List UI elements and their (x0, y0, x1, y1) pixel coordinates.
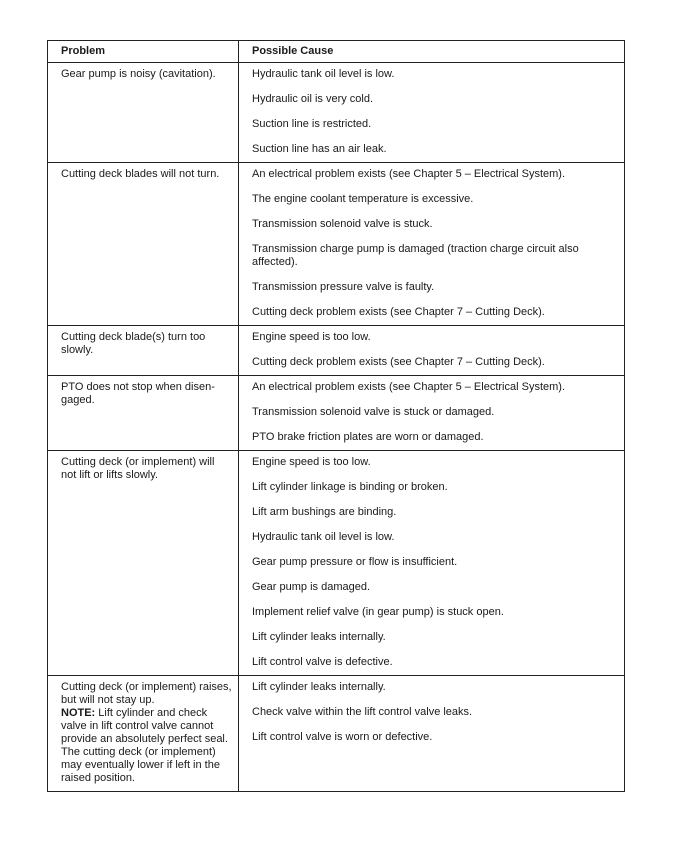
causes-cell (239, 676, 624, 791)
table-header-row (48, 41, 624, 63)
problem-cell: Cutting deck blade(s) turn too slowly. (48, 326, 239, 375)
causes-cell (239, 326, 624, 375)
table-row (48, 63, 624, 163)
cause-item: Lift cylinder leaks internally. (252, 681, 386, 693)
table-row (48, 451, 624, 676)
cause-item: Hydraulic tank oil level is low. (252, 531, 395, 543)
header-possible-cause: Possible Cause (252, 45, 334, 57)
cause-item: Transmission pressure valve is faulty. (252, 281, 435, 293)
cause-item: Cutting deck problem exists (see Chapter 7 – Cutting Deck). (252, 356, 545, 368)
causes-cell (239, 451, 624, 675)
cause-item: An electrical problem exists (see Chapter 5 – Electrical System). (252, 381, 566, 393)
troubleshooting-table (47, 40, 625, 792)
table-row (48, 376, 624, 451)
cause-item: Suction line has an air leak. (252, 143, 387, 155)
cause-item: Gear pump pressure or flow is insufficient. (252, 556, 458, 568)
cause-item: Cutting deck problem exists (see Chapter 7 – Cutting Deck). (252, 306, 545, 318)
table-row (48, 163, 624, 326)
problem-cell: PTO does not stop when disen-gaged. (48, 376, 239, 450)
header-problem: Problem (48, 41, 239, 62)
cause-item: Engine speed is too low. (252, 331, 371, 343)
cause-item: Transmission solenoid valve is stuck or damaged. (252, 406, 495, 418)
note-label: NOTE: (61, 707, 96, 719)
table-row (48, 676, 624, 792)
note-text: Lift cylinder and check valve in lift control valve cannot provide an absolutely perfect seal. The cutting deck (or implement) may eventually lower if left in the raised position. (61, 707, 228, 784)
problem-cell: Cutting deck (or implement) will not lift or lifts slowly. (48, 451, 239, 675)
causes-cell (239, 163, 624, 325)
cause-item: Lift arm bushings are binding. (252, 506, 397, 518)
cause-item: Lift control valve is defective. (252, 656, 393, 668)
problem-cell: Gear pump is noisy (cavitation). (48, 63, 239, 162)
cause-item: Transmission charge pump is damaged (traction charge circuit also affected). (252, 243, 579, 268)
cause-item: Check valve within the lift control valve leaks. (252, 706, 473, 718)
table-row (48, 326, 624, 376)
problem-text: Cutting deck (or implement) raises, but will not stay up. (61, 681, 232, 706)
cause-item: Transmission solenoid valve is stuck. (252, 218, 433, 230)
cause-item: The engine coolant temperature is excessive. (252, 193, 474, 205)
cause-item: Hydraulic oil is very cold. (252, 93, 374, 105)
cause-item: An electrical problem exists (see Chapter 5 – Electrical System). (252, 168, 566, 180)
causes-cell (239, 63, 624, 162)
problem-cell (48, 676, 239, 791)
cause-item: Lift control valve is worn or defective. (252, 731, 433, 743)
cause-item: Lift cylinder linkage is binding or broken. (252, 481, 448, 493)
cause-item: Engine speed is too low. (252, 456, 371, 468)
cause-item: Implement relief valve (in gear pump) is stuck open. (252, 606, 504, 618)
cause-item: Gear pump is damaged. (252, 581, 371, 593)
cause-item: Suction line is restricted. (252, 118, 372, 130)
cause-item: Hydraulic tank oil level is low. (252, 68, 395, 80)
causes-cell (239, 376, 624, 450)
cause-item: PTO brake friction plates are worn or damaged. (252, 431, 484, 443)
cause-item: Lift cylinder leaks internally. (252, 631, 386, 643)
problem-cell: Cutting deck blades will not turn. (48, 163, 239, 325)
